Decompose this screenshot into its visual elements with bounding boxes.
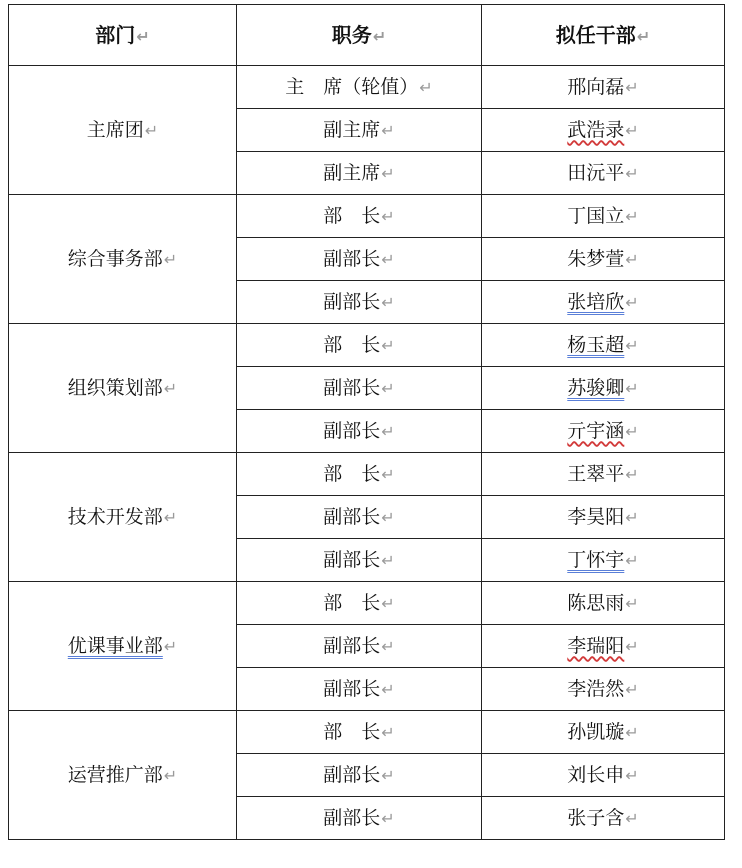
department-cell (9, 195, 237, 324)
table-row (9, 66, 725, 109)
paragraph-mark-icon: ↵ (625, 464, 639, 484)
position-cell (237, 195, 482, 238)
department-name: 综合事务部 (67, 247, 163, 270)
position-title: 部 长 (323, 333, 381, 356)
table-row (9, 453, 725, 496)
candidate-name: 丁怀宇 (567, 548, 625, 571)
candidate-cell (482, 754, 725, 797)
position-cell (237, 668, 482, 711)
paragraph-mark-icon: ↵ (381, 593, 395, 613)
paragraph-mark-icon: ↵ (625, 808, 639, 828)
candidate-name: 李瑞阳 (567, 634, 625, 657)
paragraph-mark-icon: ↵ (381, 120, 395, 140)
table-row (9, 711, 725, 754)
paragraph-mark-icon: ↵ (625, 421, 639, 441)
candidate-name: 李昊阳 (567, 505, 625, 528)
candidate-cell (482, 711, 725, 754)
position-title: 副部长 (323, 290, 381, 313)
candidate-name: 田沅平 (567, 161, 625, 184)
candidate-cell (482, 109, 725, 152)
paragraph-mark-icon: ↵ (625, 249, 639, 269)
position-cell (237, 754, 482, 797)
position-cell (237, 582, 482, 625)
candidate-name: 李浩然 (567, 677, 625, 700)
paragraph-mark-icon: ↵ (163, 636, 178, 656)
position-cell (237, 625, 482, 668)
position-cell (237, 238, 482, 281)
candidate-cell (482, 410, 725, 453)
header-position (237, 5, 482, 66)
header-row (9, 5, 725, 66)
paragraph-mark-icon: ↵ (163, 378, 178, 398)
department-name: 运营推广部 (67, 763, 163, 786)
paragraph-mark-icon: ↵ (381, 550, 395, 570)
paragraph-mark-icon: ↵ (381, 421, 395, 441)
candidate-cell (482, 582, 725, 625)
paragraph-mark-icon: ↵ (381, 808, 395, 828)
paragraph-mark-icon: ↵ (636, 27, 651, 46)
paragraph-mark-icon: ↵ (372, 27, 387, 46)
candidate-name: 刘长申 (567, 763, 625, 786)
paragraph-mark-icon: ↵ (625, 722, 639, 742)
paragraph-mark-icon: ↵ (625, 77, 639, 97)
paragraph-mark-icon: ↵ (625, 636, 639, 656)
department-cell (9, 66, 237, 195)
paragraph-mark-icon: ↵ (144, 120, 159, 140)
candidate-name: 丁国立 (567, 204, 625, 227)
position-cell (237, 797, 482, 840)
paragraph-mark-icon: ↵ (163, 249, 178, 269)
candidate-name: 王翠平 (567, 462, 625, 485)
department-cell (9, 324, 237, 453)
paragraph-mark-icon: ↵ (381, 249, 395, 269)
candidate-cell (482, 797, 725, 840)
header-candidate-label: 拟任干部 (555, 23, 636, 47)
candidate-cell (482, 281, 725, 324)
candidate-cell (482, 625, 725, 668)
candidate-name: 朱梦萱 (567, 247, 625, 270)
paragraph-mark-icon: ↵ (625, 378, 639, 398)
department-name: 组织策划部 (67, 376, 163, 399)
position-cell (237, 152, 482, 195)
candidate-cell (482, 539, 725, 582)
candidate-cell (482, 367, 725, 410)
paragraph-mark-icon: ↵ (381, 765, 395, 785)
position-cell (237, 109, 482, 152)
paragraph-mark-icon: ↵ (381, 636, 395, 656)
position-title: 副部长 (323, 548, 381, 571)
position-title: 副部长 (323, 419, 381, 442)
cadre-roster-table (8, 4, 725, 840)
candidate-cell (482, 453, 725, 496)
position-title: 部 长 (323, 720, 381, 743)
candidate-cell (482, 668, 725, 711)
candidate-name: 孙凯璇 (567, 720, 625, 743)
candidate-cell (482, 238, 725, 281)
position-cell (237, 66, 482, 109)
paragraph-mark-icon: ↵ (625, 550, 639, 570)
candidate-name: 苏骏卿 (567, 376, 625, 399)
candidate-cell (482, 152, 725, 195)
position-cell (237, 539, 482, 582)
position-title: 副主席 (323, 161, 381, 184)
department-cell (9, 582, 237, 711)
position-title: 主 席（轮值） (285, 75, 419, 98)
position-title: 副部长 (323, 376, 381, 399)
candidate-cell (482, 496, 725, 539)
header-department (9, 5, 237, 66)
department-name: 优课事业部 (67, 634, 163, 657)
position-title: 部 长 (323, 591, 381, 614)
candidate-name: 张子含 (567, 806, 625, 829)
paragraph-mark-icon: ↵ (625, 507, 639, 527)
paragraph-mark-icon: ↵ (381, 464, 395, 484)
position-title: 副部长 (323, 806, 381, 829)
header-candidate (482, 5, 725, 66)
paragraph-mark-icon: ↵ (381, 722, 395, 742)
table-row (9, 195, 725, 238)
position-title: 副部长 (323, 505, 381, 528)
paragraph-mark-icon: ↵ (381, 163, 395, 183)
position-title: 副部长 (323, 677, 381, 700)
paragraph-mark-icon: ↵ (625, 765, 639, 785)
roster-body (9, 66, 725, 840)
position-cell (237, 410, 482, 453)
candidate-name: 武浩录 (567, 118, 625, 141)
candidate-cell (482, 195, 725, 238)
position-title: 部 长 (323, 462, 381, 485)
candidate-name: 陈思雨 (567, 591, 625, 614)
table-row (9, 582, 725, 625)
position-cell (237, 281, 482, 324)
paragraph-mark-icon: ↵ (136, 27, 150, 46)
department-name: 技术开发部 (67, 505, 163, 528)
paragraph-mark-icon: ↵ (381, 378, 395, 398)
position-cell (237, 453, 482, 496)
position-cell (237, 367, 482, 410)
position-title: 副部长 (323, 634, 381, 657)
paragraph-mark-icon: ↵ (625, 335, 639, 355)
paragraph-mark-icon: ↵ (381, 679, 395, 699)
candidate-name: 亓宇涵 (567, 419, 625, 442)
header-position-label: 职务 (331, 23, 372, 47)
candidate-cell (482, 66, 725, 109)
header-department-label: 部门 (95, 23, 136, 47)
position-cell (237, 496, 482, 539)
position-title: 部 长 (323, 204, 381, 227)
paragraph-mark-icon: ↵ (625, 120, 639, 140)
department-name: 主席团 (86, 118, 144, 141)
position-title: 副部长 (323, 763, 381, 786)
paragraph-mark-icon: ↵ (625, 163, 639, 183)
paragraph-mark-icon: ↵ (625, 679, 639, 699)
paragraph-mark-icon: ↵ (381, 292, 395, 312)
position-cell (237, 711, 482, 754)
position-title: 副主席 (323, 118, 381, 141)
candidate-cell (482, 324, 725, 367)
candidate-name: 杨玉超 (567, 333, 625, 356)
paragraph-mark-icon: ↵ (381, 206, 395, 226)
paragraph-mark-icon: ↵ (381, 335, 395, 355)
paragraph-mark-icon: ↵ (163, 765, 178, 785)
position-title: 副部长 (323, 247, 381, 270)
paragraph-mark-icon: ↵ (625, 593, 639, 613)
candidate-name: 张培欣 (567, 290, 625, 313)
table-row (9, 324, 725, 367)
paragraph-mark-icon: ↵ (625, 292, 639, 312)
department-cell (9, 711, 237, 840)
paragraph-mark-icon: ↵ (163, 507, 178, 527)
paragraph-mark-icon: ↵ (625, 206, 639, 226)
paragraph-mark-icon: ↵ (419, 77, 433, 97)
candidate-name: 邢向磊 (567, 75, 625, 98)
paragraph-mark-icon: ↵ (381, 507, 395, 527)
department-cell (9, 453, 237, 582)
position-cell (237, 324, 482, 367)
